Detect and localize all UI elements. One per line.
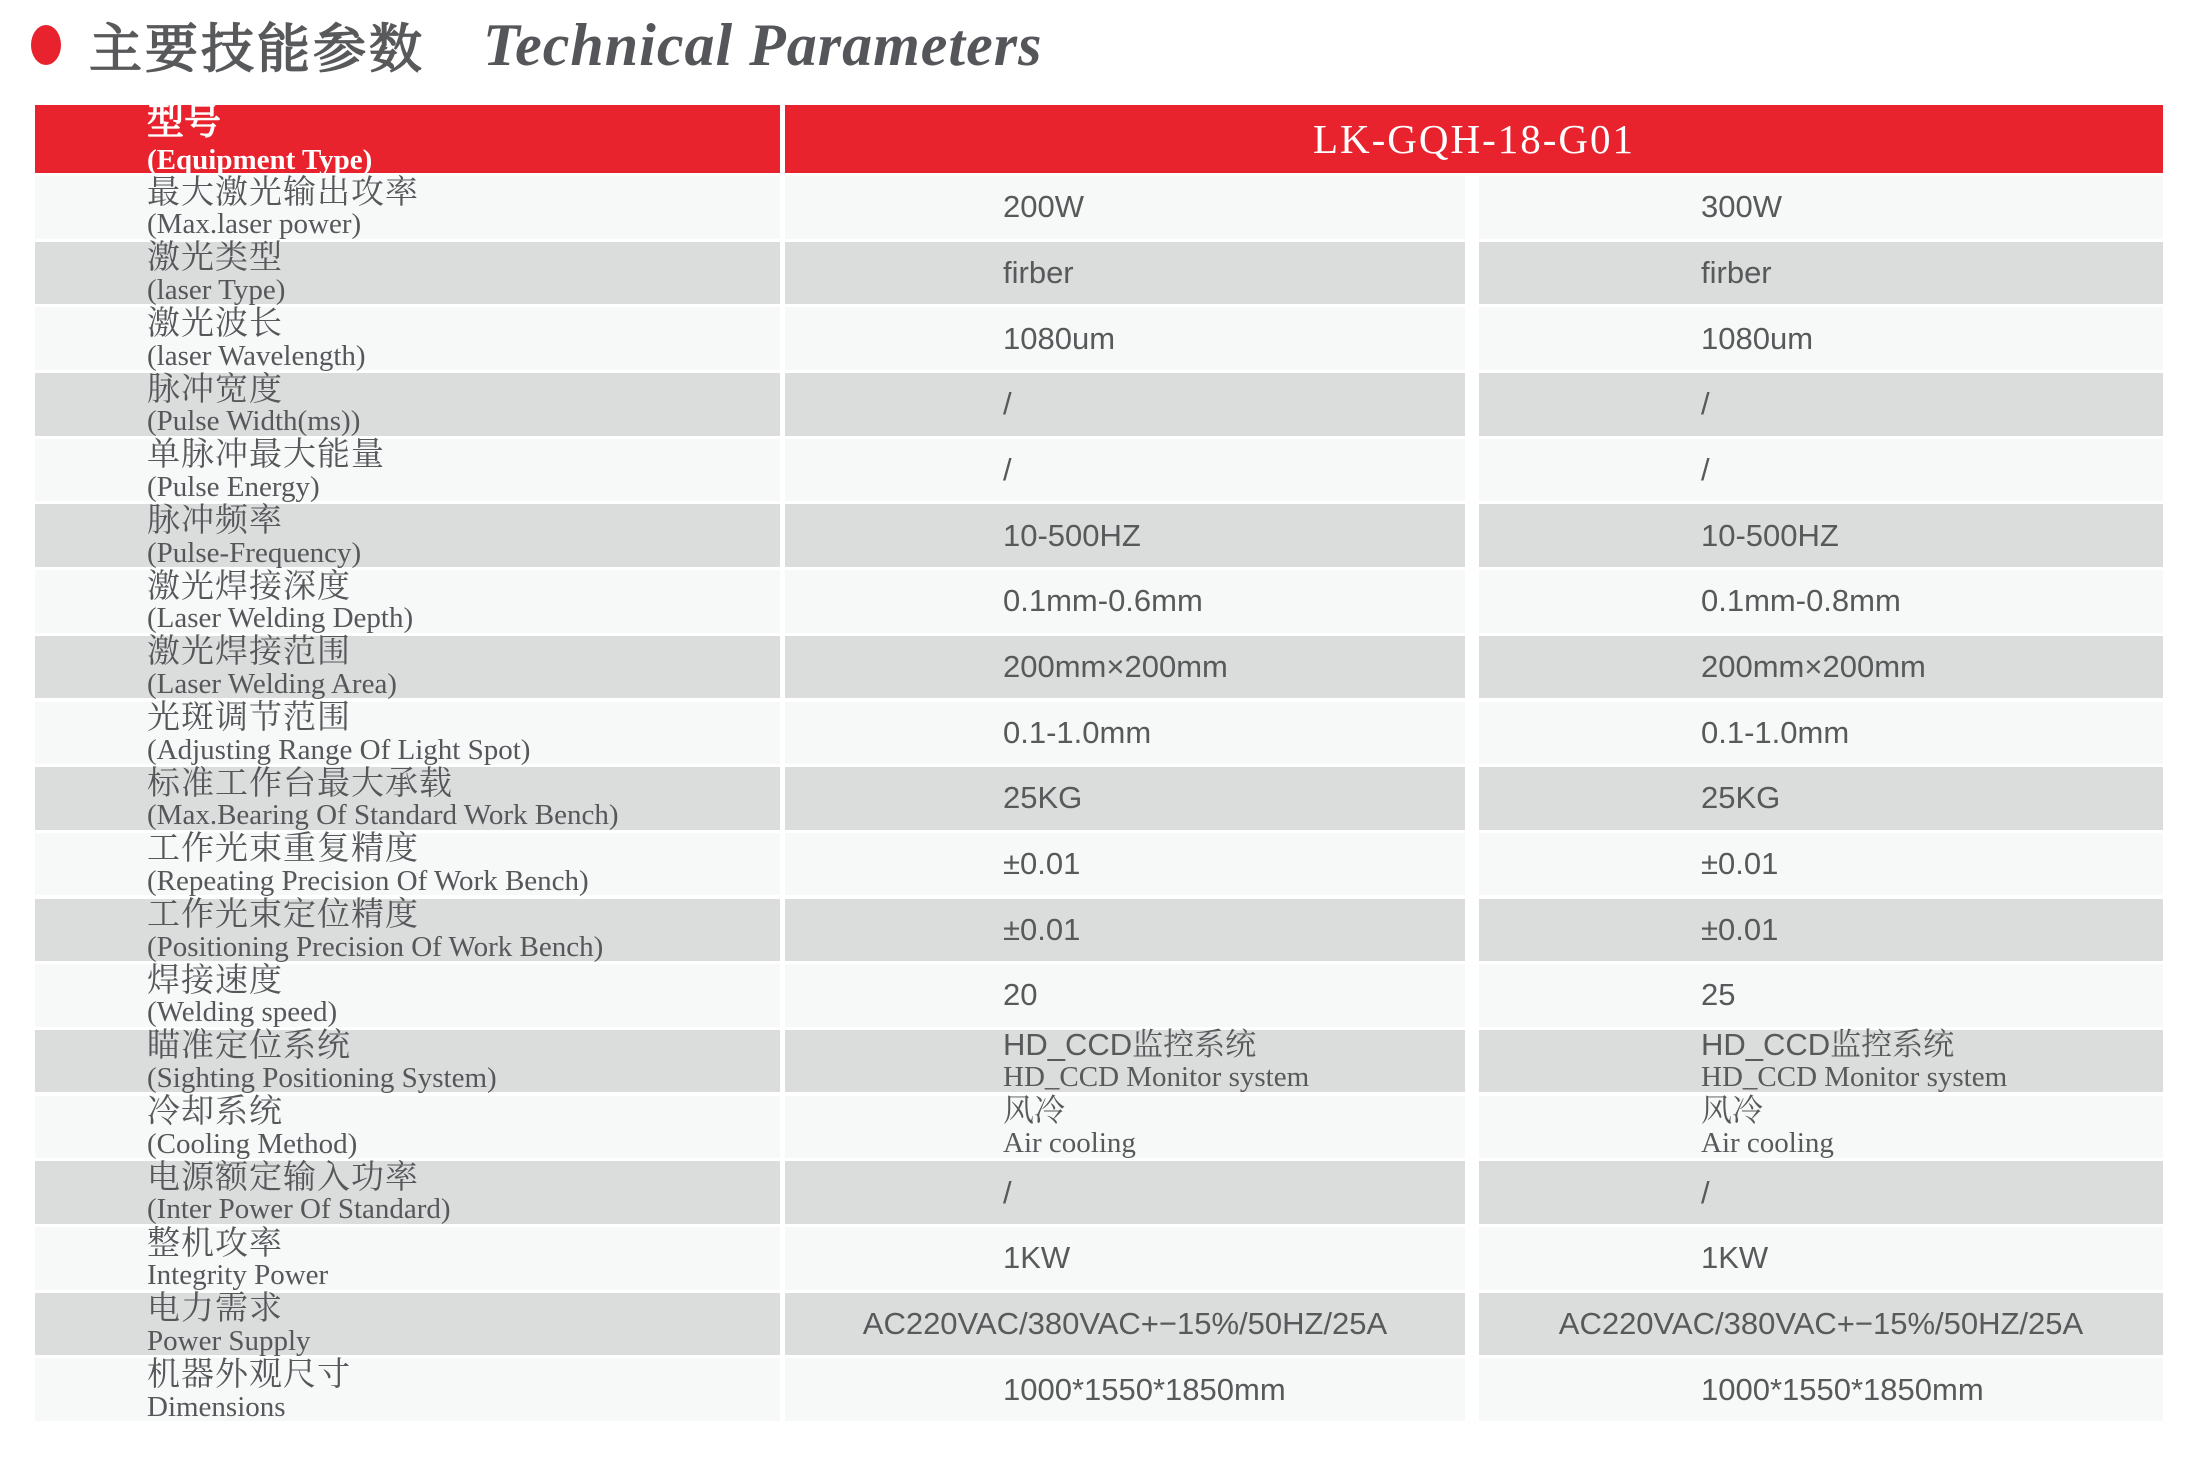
column-divider: [1465, 373, 1479, 436]
param-label-cell: [35, 1354, 780, 1423]
value-cell-model-2: [1479, 504, 2163, 567]
value-cell-model-1: [785, 1227, 1465, 1290]
value-text: 200W: [1003, 189, 1084, 225]
value-subtext: Air cooling: [1003, 1126, 1136, 1159]
value-text: /: [1003, 386, 1012, 422]
table-row: [35, 1092, 2163, 1160]
value-cell-model-1: [785, 1027, 1465, 1094]
table-row: [35, 238, 2163, 306]
value-text: 200mm×200mm: [1003, 649, 1228, 685]
value-text: firber: [1701, 254, 1772, 290]
param-label-zh: 电源额定输入功率: [147, 1157, 419, 1195]
value-text: /: [1003, 1174, 1012, 1210]
page-title-chinese: 主要技能参数: [89, 20, 425, 79]
value-cell-model-1: [785, 1092, 1465, 1159]
param-label-zh: 电力需求: [147, 1289, 283, 1327]
param-label-cell: [35, 829, 780, 897]
param-label-en: (Laser Welding Depth): [147, 602, 414, 635]
param-label-cell: [35, 172, 780, 241]
param-label-en: (Max.laser power): [147, 208, 362, 241]
param-label-en: (Welding speed): [147, 996, 338, 1029]
value-text: 20: [1003, 977, 1038, 1013]
value-text: 风冷: [1701, 1092, 1763, 1128]
value-cell-model-1: [785, 767, 1465, 830]
page-title: [31, 2, 1042, 88]
value-text: 0.1-1.0mm: [1003, 714, 1152, 750]
model-header-cell: LK-GQH-18-G01: [785, 105, 2163, 173]
param-label-cell: [35, 369, 780, 438]
table-row: [35, 698, 2163, 766]
param-label-cell: [35, 303, 780, 372]
param-label-en: (Cooling Method): [147, 1127, 358, 1160]
value-cell-model-1: [785, 439, 1465, 502]
value-text: 1000*1550*1850mm: [1701, 1371, 1984, 1407]
param-label-zh: 瞄准定位系统: [147, 1026, 351, 1064]
column-divider: [1465, 964, 1479, 1027]
column-divider: [1465, 176, 1479, 239]
red-bullet-icon: [31, 25, 61, 65]
param-label-en: (Adjusting Range Of Light Spot): [147, 733, 531, 766]
column-divider: [1465, 1030, 1479, 1093]
param-label-zh: 整机攻率: [147, 1223, 283, 1261]
value-cell-model-2: [1479, 1027, 2163, 1094]
table-row: [35, 763, 2163, 832]
param-label-zh: 脉冲频率: [147, 500, 283, 538]
value-cell-model-2: [1479, 1293, 2163, 1356]
param-label-cell: [35, 566, 780, 635]
value-cell-model-1: [785, 899, 1465, 962]
param-label-zh: 工作光束重复精度: [147, 829, 419, 867]
param-label-en: (Sighting Positioning System): [147, 1062, 497, 1095]
column-divider: [1465, 1293, 1479, 1356]
value-cell-model-2: [1479, 1358, 2163, 1421]
value-text: /: [1003, 451, 1012, 487]
param-label-en: (Inter Power Of Standard): [147, 1193, 451, 1226]
value-text: 0.1-1.0mm: [1701, 714, 1850, 750]
value-text: 10-500HZ: [1003, 517, 1141, 553]
value-cell-model-2: [1479, 833, 2163, 896]
value-cell-model-1: [785, 570, 1465, 633]
param-label-zh: 冷却系统: [147, 1092, 283, 1130]
param-label-cell: [35, 698, 780, 766]
param-label-zh: 激光波长: [147, 303, 283, 341]
value-cell-model-1: [785, 702, 1465, 765]
value-text: 10-500HZ: [1701, 517, 1839, 553]
column-divider: [1465, 1161, 1479, 1224]
value-text: AC220VAC/380VAC+−15%/50HZ/25A: [862, 1305, 1388, 1341]
column-divider: [1465, 570, 1479, 633]
param-label-zh: 激光类型: [147, 238, 283, 276]
technical-parameters-table: [35, 101, 2163, 1424]
table-header-row: [35, 101, 2163, 176]
value-text: HD_CCD监控系统: [1003, 1027, 1257, 1063]
param-label-cell: [35, 1092, 780, 1160]
param-label-en: (Repeating Precision Of Work Bench): [147, 865, 589, 897]
value-cell-model-2: [1479, 307, 2163, 370]
param-label-cell: [35, 1157, 780, 1226]
param-label-en: (Pulse-Frequency): [147, 536, 362, 569]
value-cell-model-2: [1479, 899, 2163, 962]
value-cell-model-1: [785, 307, 1465, 370]
value-text: 0.1mm-0.6mm: [1003, 583, 1203, 619]
param-label-zh: 工作光束定位精度: [147, 895, 419, 933]
column-divider: [1465, 899, 1479, 962]
value-cell-model-2: [1479, 1161, 2163, 1224]
value-cell-model-1: [785, 373, 1465, 436]
value-cell-model-1: [785, 504, 1465, 567]
column-divider: [1465, 307, 1479, 370]
value-subtext: HD_CCD Monitor system: [1701, 1061, 2008, 1094]
table-row: [35, 172, 2163, 241]
param-label-cell: [35, 763, 780, 832]
value-cell-model-2: [1479, 1092, 2163, 1159]
value-cell-model-1: [785, 833, 1465, 896]
table-row: [35, 895, 2163, 963]
table-row: [35, 960, 2163, 1029]
param-label-cell: [35, 1223, 780, 1292]
param-label-en: Integrity Power: [147, 1259, 329, 1292]
value-cell-model-2: [1479, 767, 2163, 830]
value-text: /: [1701, 451, 1710, 487]
value-cell-model-2: [1479, 636, 2163, 699]
param-label-zh: 机器外观尺寸: [147, 1354, 351, 1392]
equipment-type-label-zh: 型号: [147, 101, 221, 143]
table-row: [35, 1223, 2163, 1292]
param-label-zh: 最大激光输出攻率: [147, 172, 419, 210]
param-label-en: (Max.Bearing Of Standard Work Bench): [147, 799, 619, 832]
value-cell-model-2: [1479, 176, 2163, 239]
equipment-type-label-en: (Equipment Type): [147, 143, 373, 176]
value-cell-model-2: [1479, 570, 2163, 633]
table-row: [35, 1157, 2163, 1226]
value-text: 1000*1550*1850mm: [1003, 1371, 1286, 1407]
table-row: [35, 369, 2163, 438]
table-row: [35, 829, 2163, 897]
table-row: [35, 1026, 2163, 1095]
value-cell-model-1: [785, 242, 1465, 305]
value-text: 25: [1701, 977, 1736, 1013]
param-label-en: (laser Wavelength): [147, 339, 366, 372]
value-cell-model-2: [1479, 964, 2163, 1027]
column-divider: [1465, 1096, 1479, 1159]
value-text: ±0.01: [1701, 911, 1779, 947]
value-cell-model-2: [1479, 373, 2163, 436]
value-subtext: HD_CCD Monitor system: [1003, 1061, 1310, 1094]
table-row: [35, 566, 2163, 635]
param-label-cell: [35, 960, 780, 1029]
equipment-type-header-cell: [35, 101, 780, 176]
value-text: /: [1701, 1174, 1710, 1210]
value-text: 0.1mm-0.8mm: [1701, 583, 1901, 619]
param-label-zh: 光斑调节范围: [147, 698, 351, 735]
value-text: 1080um: [1003, 320, 1116, 356]
column-divider: [1465, 1227, 1479, 1290]
value-text: /: [1701, 386, 1710, 422]
value-text: ±0.01: [1003, 846, 1081, 882]
column-divider: [1465, 767, 1479, 830]
value-text: 200mm×200mm: [1701, 649, 1926, 685]
value-text: 风冷: [1003, 1092, 1065, 1128]
param-label-cell: [35, 895, 780, 963]
value-cell-model-1: [785, 1161, 1465, 1224]
param-label-zh: 激光焊接范围: [147, 632, 351, 670]
column-divider: [1465, 702, 1479, 765]
value-text: 300W: [1701, 189, 1782, 225]
param-label-cell: [35, 238, 780, 306]
value-cell-model-1: [785, 964, 1465, 1027]
value-cell-model-2: [1479, 439, 2163, 502]
value-cell-model-1: [785, 1358, 1465, 1421]
column-divider: [1465, 504, 1479, 567]
param-label-cell: [35, 435, 780, 503]
param-label-en: Dimensions: [147, 1390, 286, 1423]
column-divider: [1465, 242, 1479, 305]
param-label-zh: 脉冲宽度: [147, 369, 283, 407]
value-text: 25KG: [1701, 780, 1781, 816]
table-row: [35, 303, 2163, 372]
value-text: ±0.01: [1701, 846, 1779, 882]
param-label-cell: [35, 500, 780, 569]
param-label-cell: [35, 1289, 780, 1357]
value-text: 25KG: [1003, 780, 1083, 816]
value-text: 1KW: [1701, 1240, 1769, 1276]
param-label-en: (Positioning Precision Of Work Bench): [147, 930, 604, 963]
value-text: AC220VAC/380VAC+−15%/50HZ/25A: [1558, 1305, 2084, 1341]
param-label-zh: 焊接速度: [147, 960, 283, 998]
value-cell-model-2: [1479, 1227, 2163, 1290]
value-text: 1KW: [1003, 1240, 1071, 1276]
param-label-en: (Pulse Energy): [147, 470, 320, 503]
param-label-en: (Pulse Width(ms)): [147, 405, 361, 438]
column-divider: [1465, 833, 1479, 896]
value-text: firber: [1003, 254, 1074, 290]
value-cell-model-1: [785, 1293, 1465, 1356]
value-text: 1080um: [1701, 320, 1814, 356]
param-label-en: (Laser Welding Area): [147, 667, 397, 700]
param-label-zh: 标准工作台最大承载: [147, 763, 453, 801]
value-cell-model-1: [785, 636, 1465, 699]
page-title-english: Technical Parameters: [483, 11, 1043, 78]
column-divider: [1465, 636, 1479, 699]
value-cell-model-2: [1479, 242, 2163, 305]
value-cell-model-1: [785, 176, 1465, 239]
param-label-cell: [35, 1026, 780, 1095]
table-row: [35, 435, 2163, 503]
table-body: [35, 172, 2163, 1423]
value-text: HD_CCD监控系统: [1701, 1027, 1955, 1063]
param-label-en: Power Supply: [147, 1324, 311, 1357]
param-label-zh: 单脉冲最大能量: [147, 435, 385, 473]
table-row: [35, 500, 2163, 569]
column-divider: [1465, 1358, 1479, 1421]
value-subtext: Air cooling: [1701, 1126, 1834, 1159]
table-row: [35, 1289, 2163, 1357]
param-label-cell: [35, 632, 780, 700]
table-row: [35, 1354, 2163, 1423]
value-text: ±0.01: [1003, 911, 1081, 947]
param-label-en: (laser Type): [147, 273, 286, 306]
column-divider: [1465, 439, 1479, 502]
param-label-zh: 激光焊接深度: [147, 566, 351, 604]
table-row: [35, 632, 2163, 700]
value-cell-model-2: [1479, 702, 2163, 765]
